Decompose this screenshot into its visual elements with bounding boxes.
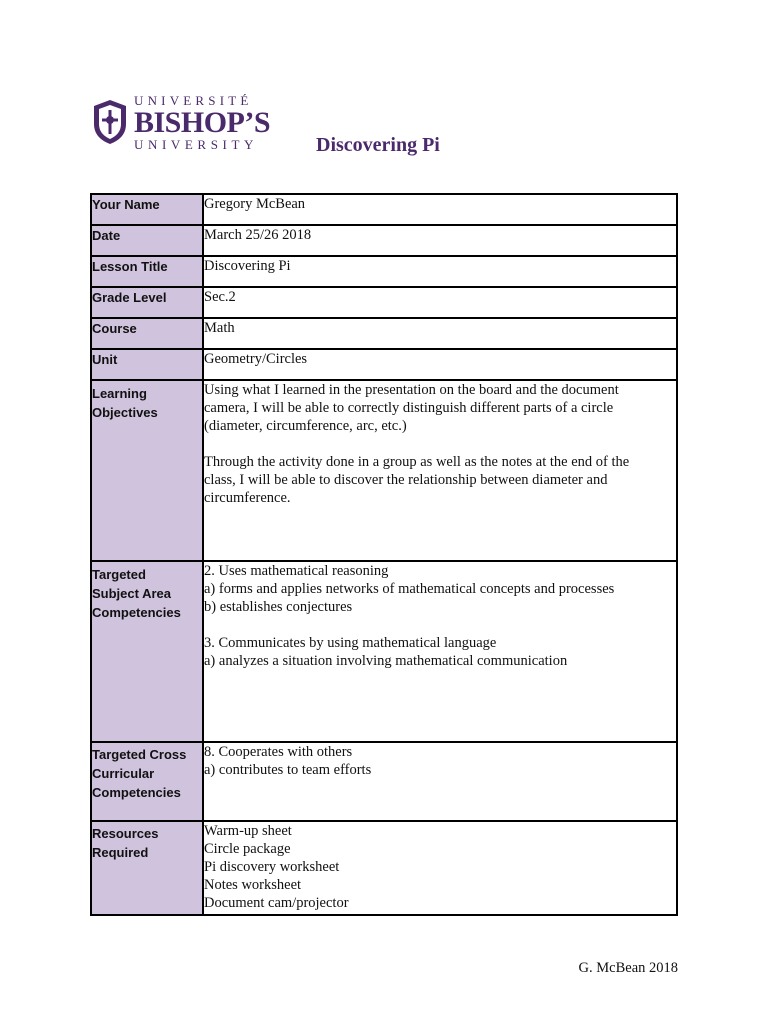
row-label: Your Name: [91, 194, 203, 225]
text-line: 8. Cooperates with others: [204, 744, 353, 760]
text-line: (diameter, circumference, arc, etc.): [204, 418, 407, 434]
learning-objectives-row: [91, 380, 677, 561]
resources-label: [91, 821, 203, 915]
text-line: Notes worksheet: [204, 877, 302, 893]
text-line: 2. Uses mathematical reasoning: [204, 563, 389, 579]
subject-competencies-value: [203, 561, 677, 742]
university-crest-icon: [90, 98, 130, 146]
table-row: [91, 194, 677, 225]
text-line: Through the activity done in a group as well as the notes at the end of the: [204, 454, 630, 470]
label-line: Objectives: [92, 405, 158, 420]
row-label: Unit: [91, 349, 203, 380]
row-label: Course: [91, 318, 203, 349]
logo-line-3: UNIVERSITY: [134, 137, 258, 152]
page-footer: G. McBean 2018: [578, 960, 678, 976]
subject-competencies-label: [91, 561, 203, 742]
row-value: Math: [203, 318, 677, 349]
document-title: Discovering Pi: [316, 134, 440, 156]
lesson-plan-table: [90, 193, 678, 916]
resources-value: [203, 821, 677, 915]
table-row: [91, 349, 677, 380]
subject-competencies-row: [91, 561, 677, 742]
text-line: circumference.: [204, 490, 291, 506]
text-line: Pi discovery worksheet: [204, 859, 340, 875]
learning-objectives-value: [203, 380, 677, 561]
label-line: Competencies: [92, 785, 181, 800]
row-value: Sec.2: [203, 287, 677, 318]
text-line: Circle package: [204, 841, 291, 857]
label-line: Learning: [92, 386, 147, 401]
text-line: Using what I learned in the presentation on the board and the document: [204, 382, 619, 398]
label-line: Subject Area: [92, 586, 171, 601]
row-value: March 25/26 2018: [203, 225, 677, 256]
text-line: 3. Communicates by using mathematical language: [204, 635, 497, 651]
resources-row: [91, 821, 677, 915]
label-line: Targeted Cross: [92, 747, 187, 762]
university-logo: [90, 93, 271, 156]
text-line: class, I will be able to discover the relationship between diameter and: [204, 472, 608, 488]
cross-competencies-row: [91, 742, 677, 821]
label-line: Competencies: [92, 605, 181, 620]
cross-competencies-value: [203, 742, 677, 821]
logo-line-2: BISHOP’S: [134, 106, 271, 139]
label-line: Required: [92, 845, 149, 860]
table-row: [91, 225, 677, 256]
logo-line-1: UNIVERSITÉ: [134, 93, 253, 108]
table-row: [91, 318, 677, 349]
label-line: Targeted: [92, 567, 146, 582]
text-line: Warm-up sheet: [204, 823, 292, 839]
text-line: camera, I will be able to correctly distinguish different parts of a circle: [204, 400, 614, 416]
learning-objectives-label: [91, 380, 203, 561]
label-line: Curricular: [92, 766, 155, 781]
row-label: Grade Level: [91, 287, 203, 318]
label-line: Resources: [92, 826, 159, 841]
row-value: Discovering Pi: [203, 256, 677, 287]
text-line: a) contributes to team efforts: [204, 762, 372, 778]
cross-competencies-label: [91, 742, 203, 821]
text-line: a) analyzes a situation involving mathematical communication: [204, 653, 568, 669]
row-label: Lesson Title: [91, 256, 203, 287]
text-line: a) forms and applies networks of mathematical concepts and processes: [204, 581, 615, 597]
row-value: Geometry/Circles: [203, 349, 677, 380]
table-row: [91, 256, 677, 287]
row-value: Gregory McBean: [203, 194, 677, 225]
text-line: Document cam/projector: [204, 895, 349, 911]
table-row: [91, 287, 677, 318]
text-line: b) establishes conjectures: [204, 599, 353, 615]
row-label: Date: [91, 225, 203, 256]
